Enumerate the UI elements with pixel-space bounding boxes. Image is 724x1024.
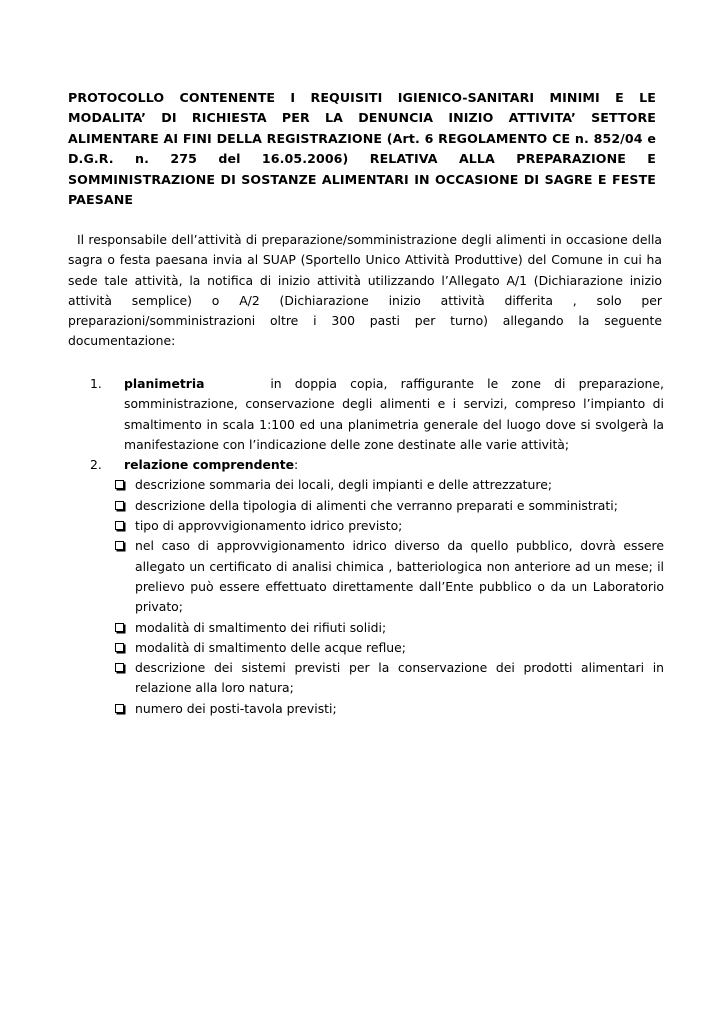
- checkbox-icon: [115, 663, 124, 672]
- checklist-item: [102, 638, 664, 658]
- checklist-item-text: tipo di approvvigionamento idrico previsto;: [135, 518, 403, 534]
- checklist-item: [102, 496, 664, 516]
- checklist-item: [102, 516, 664, 536]
- checkbox-icon: [115, 643, 124, 652]
- checklist-item-text: modalità di smaltimento dei rifiuti solidi;: [135, 619, 387, 635]
- checkbox-icon: [115, 480, 124, 489]
- checklist-item-text: nel caso di approvvigionamento idrico diverso da quello pubblico, dovrà essere allegato un certificato di analisi chimica , batteriologica non anteriore ad un mese; il prelievo può essere effettuato direttamente dall’Ente pubblico o da un Laboratorio privato;: [135, 538, 664, 615]
- checklist-item-text: descrizione sommaria dei locali, degli impianti e delle attrezzature;: [135, 477, 552, 493]
- checkbox-icon: [115, 623, 124, 632]
- checklist-item-text: modalità di smaltimento delle acque reflue;: [135, 639, 406, 655]
- list-item: [68, 455, 664, 719]
- item-text: in doppia copia, raffigurante le zone di preparazione, somministrazione, conservazione degli alimenti e i servizi, compreso l’impianto di smaltimento in scala 1:100 ed una planimetria generale del luogo dove si svolgerà la manifestazione con l’indicazione delle zone destinate alle varie attività;: [124, 376, 664, 452]
- report-contents-list: [124, 475, 664, 719]
- checklist-item: [102, 658, 664, 699]
- checklist-item-text: descrizione della tipologia di alimenti che verranno preparati e somministrati;: [135, 497, 618, 513]
- checkbox-icon: [115, 704, 124, 713]
- checkbox-icon: [115, 521, 124, 530]
- item-number: 2.: [90, 457, 102, 473]
- checkbox-icon: [115, 501, 124, 510]
- item-text: :: [294, 457, 299, 473]
- checklist-item: [102, 699, 664, 719]
- checklist-item: [102, 536, 664, 617]
- item-heading: planimetria: [124, 376, 205, 391]
- item-number: 1.: [90, 376, 102, 391]
- checklist-item: [102, 618, 664, 638]
- item-heading: relazione comprendente: [124, 457, 295, 473]
- list-item: [68, 374, 664, 455]
- document-title: PROTOCOLLO CONTENENTE I REQUISITI IGIENICO-SANITARI MINIMI E LE MODALITA’ DI RICHIESTA PER LA DENUNCIA INIZIO ATTIVITA’ SETTORE ALIMENTARE AI FINI DELLA REGISTRAZIONE (Art. 6 REGOLAMENTO CE n. 852/04 e D.G.R. n. 275 del 16.05.2006) RELATIVA ALLA PREPARAZIONE E SOMMINISTRAZIONE DI SOSTANZE ALIMENTARI IN OCCASIONE DI SAGRE E FESTE PAESANE: [68, 90, 656, 208]
- checklist-item-text: descrizione dei sistemi previsti per la conservazione dei prodotti alimentari in relazione alla loro natura;: [135, 660, 664, 696]
- checklist-item: [102, 475, 664, 495]
- checklist-item-text: numero dei posti-tavola previsti;: [135, 700, 337, 716]
- checkbox-icon: [115, 541, 124, 550]
- documentation-list: [68, 374, 664, 719]
- intro-paragraph: Il responsabile dell’attività di preparazione/somministrazione degli alimenti in occasione della sagra o festa paesana invia al SUAP (Sportello Unico Attività Produttive) del Comune in cui ha sede tale attività, la notifica di inizio attività utilizzando l’Allegato A/1 (Dichiarazione inizio attività semplice) o A/2 (Dichiarazione inizio attività differita , solo per preparazioni/somministrazioni oltre i 300 pasti per turno) allegando la seguente documentazione:: [68, 232, 662, 349]
